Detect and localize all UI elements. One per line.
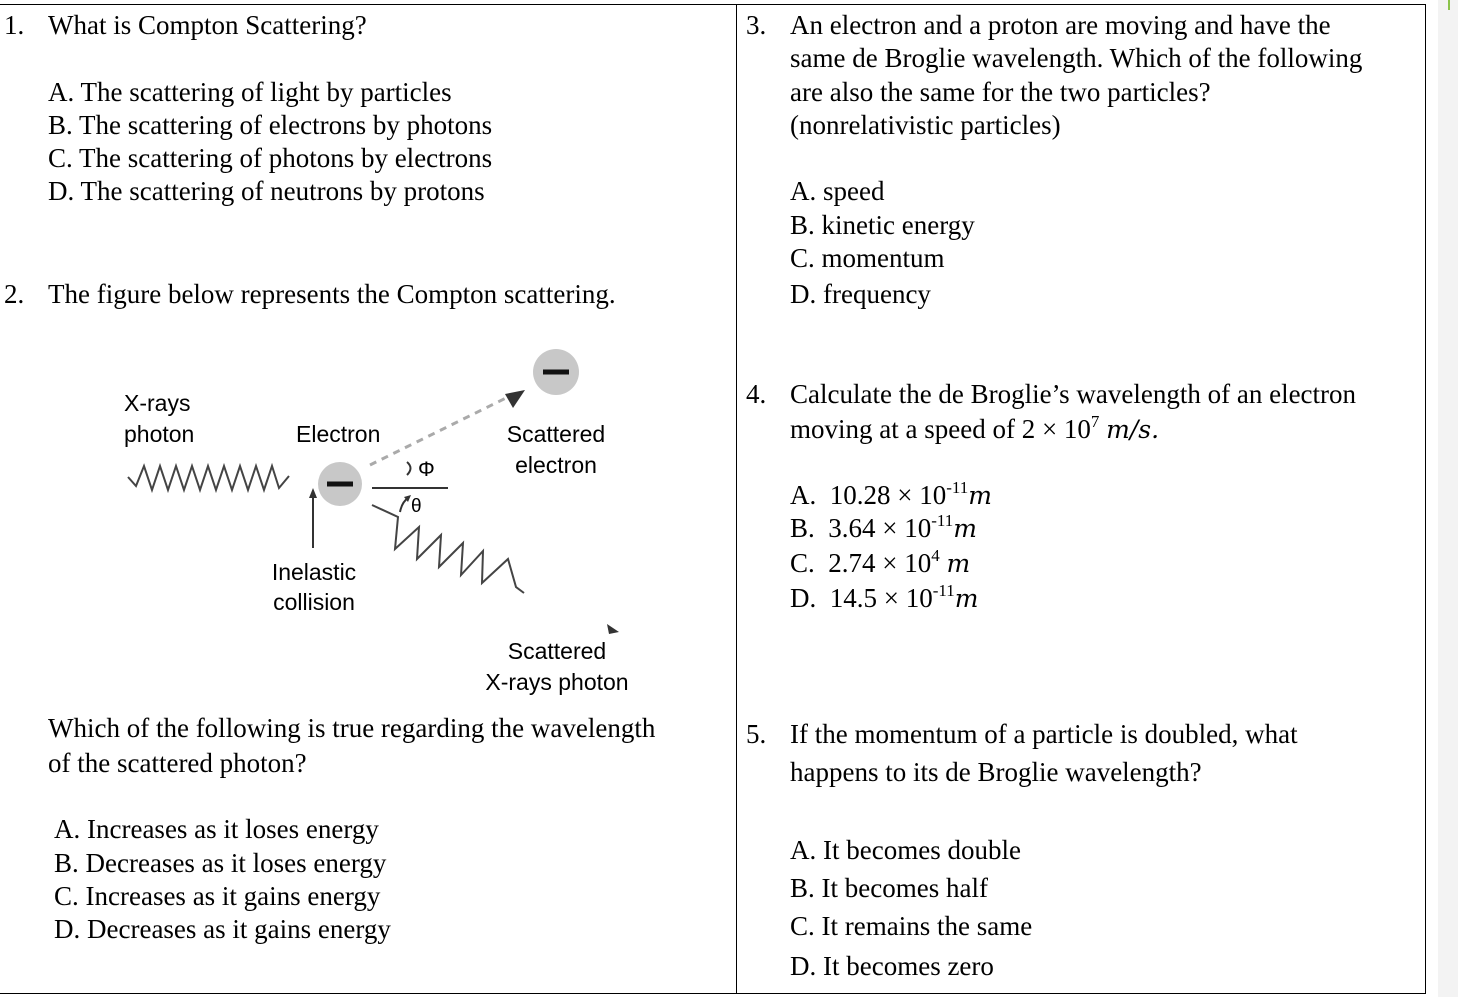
phi-arc <box>407 462 411 475</box>
electron-path-dashed <box>370 397 508 465</box>
q3-number: 3. <box>746 10 767 40</box>
q1-option-a: A. The scattering of light by particles <box>48 77 452 107</box>
q1-option-b: B. The scattering of electrons by photons <box>48 110 493 140</box>
q4-option-a-unit: m <box>968 481 992 510</box>
q4-option-d-unit: m <box>954 584 979 613</box>
q4-option-a-label: A. <box>790 480 817 510</box>
q2-option-c: C. Increases as it gains energy <box>54 881 381 911</box>
q2-number: 2. <box>4 279 25 309</box>
phi-label: Φ <box>418 458 435 481</box>
q1-number: 1. <box>4 10 25 40</box>
scattered-xrays-label-1: Scattered <box>507 638 607 664</box>
electron-label: Electron <box>296 421 381 447</box>
q3-option-c: C. momentum <box>790 243 945 273</box>
q1-text: What is Compton Scattering? <box>48 10 367 40</box>
q3-option-b: B. kinetic energy <box>790 210 975 240</box>
q3-text-line-3: are also the same for the two particles? <box>790 77 1211 107</box>
scattered-xrays-label-2: X-rays photon <box>485 669 629 695</box>
q4-speed-value: moving at a speed of 2 × 10 <box>790 414 1091 444</box>
q3-option-d: D. frequency <box>790 279 931 309</box>
right-gutter <box>1438 0 1458 997</box>
q4-option-c <box>790 546 970 581</box>
q4-option-c-unit: m <box>946 549 971 578</box>
scattered-electron-label-1: Scattered <box>506 421 606 447</box>
column-divider <box>736 4 737 994</box>
q4-option-a-value: 10.28 × 10 <box>829 480 947 510</box>
inelastic-collision-label-1: Inelastic <box>271 559 357 585</box>
q4-option-b-unit: m <box>953 514 977 543</box>
theta-label: θ <box>411 496 422 517</box>
q4-option-a-exp: -11 <box>946 478 969 497</box>
q4-number: 4. <box>746 379 767 409</box>
scattered-photon-arrowhead <box>607 624 619 634</box>
q3-text-line-1: An electron and a proton are moving and have the <box>790 10 1331 40</box>
incoming-photon-wave <box>128 466 289 490</box>
q3-option-a: A. speed <box>790 176 885 206</box>
xrays-photon-label-2: photon <box>124 421 195 447</box>
q4-option-d-value: 14.5 × 10 <box>829 583 933 613</box>
scattered-electron-label-2: electron <box>515 452 597 478</box>
q2-followup-line-1: Which of the following is true regarding the wavelength <box>48 713 656 743</box>
q4-option-c-label: C. <box>790 548 815 578</box>
q4-option-c-value: 2.74 × 10 <box>828 548 932 578</box>
q3-text-line-2: same de Broglie wavelength. Which of the following <box>790 43 1363 73</box>
q4-option-b <box>790 511 977 546</box>
q5-text-line-1: If the momentum of a particle is doubled, what <box>790 719 1298 749</box>
gutter-marker <box>1448 0 1450 10</box>
q4-option-d-label: D. <box>790 583 817 613</box>
q2-followup-line-2: of the scattered photon? <box>48 748 307 778</box>
scattered-photon-wave <box>372 505 524 593</box>
q2-option-d: D. Decreases as it gains energy <box>54 914 391 944</box>
q5-number: 5. <box>746 719 767 749</box>
collision-pointer-head <box>309 488 317 498</box>
q3-text-line-4: (nonrelativistic particles) <box>790 110 1061 140</box>
q4-speed-exponent: 7 <box>1090 412 1100 431</box>
q4-option-d <box>790 581 978 616</box>
q4-option-b-label: B. <box>790 513 815 543</box>
electron-path-arrowhead <box>505 390 525 408</box>
q4-option-a <box>790 478 992 513</box>
inelastic-collision-label-2: collision <box>273 589 355 615</box>
q1-option-c: C. The scattering of photons by electrons <box>48 143 493 173</box>
compton-scattering-figure <box>100 340 660 700</box>
q5-option-d: D. It becomes zero <box>790 951 994 981</box>
q4-option-c-exp: 4 <box>931 546 940 565</box>
q5-option-a: A. It becomes double <box>790 835 1021 865</box>
q5-text-line-2: happens to its de Broglie wavelength? <box>790 757 1202 787</box>
q4-option-b-value: 3.64 × 10 <box>828 513 932 543</box>
q5-option-b: B. It becomes half <box>790 873 988 903</box>
q4-text-line-2 <box>790 412 1159 447</box>
q4-option-b-exp: -11 <box>931 511 954 530</box>
q2-text: The figure below represents the Compton scattering. <box>48 279 616 309</box>
q1-option-d: D. The scattering of neutrons by protons <box>48 176 485 206</box>
q4-text-line-1: Calculate the de Broglie’s wavelength of an electron <box>790 379 1357 409</box>
q2-option-a: A. Increases as it loses energy <box>54 814 379 844</box>
q5-option-c: C. It remains the same <box>790 911 1033 941</box>
q4-speed-unit: m/s. <box>1106 415 1160 444</box>
q2-option-b: B. Decreases as it loses energy <box>54 848 387 878</box>
xrays-photon-label-1: X-rays <box>124 390 191 416</box>
q4-option-d-exp: -11 <box>932 581 955 600</box>
